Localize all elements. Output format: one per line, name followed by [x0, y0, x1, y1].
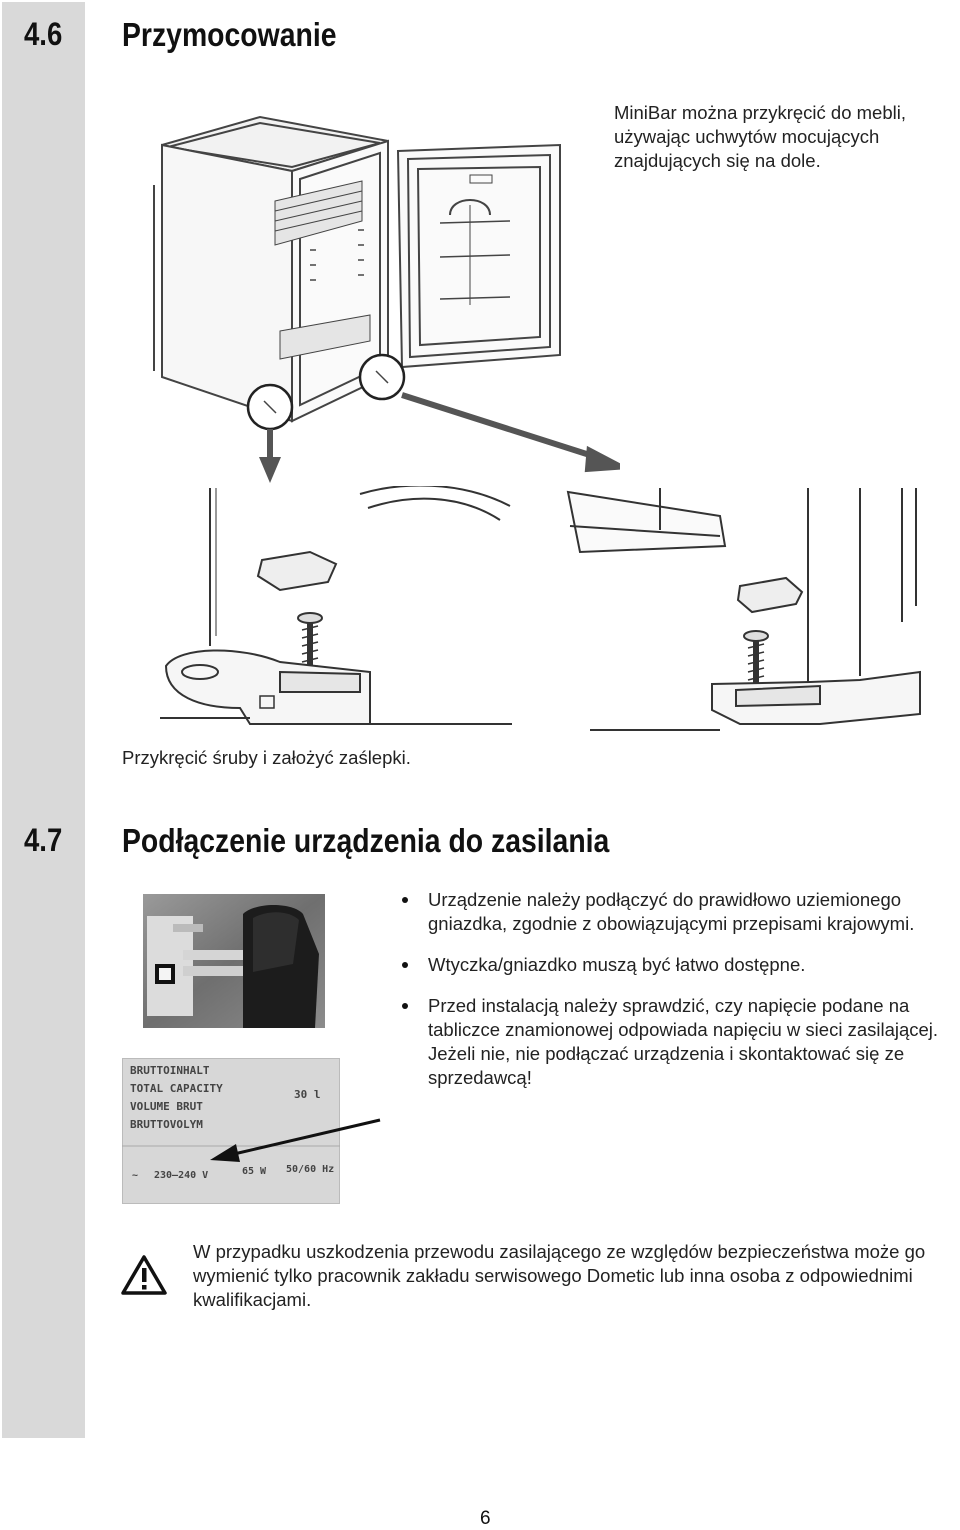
- section-number-4-7: 4.7: [24, 822, 63, 858]
- rating-plate-power: 65 W: [242, 1166, 267, 1177]
- page-number: 6: [480, 1508, 491, 1529]
- warning-text: W przypadku uszkodzenia przewodu zasilającego ze względów bezpieczeństwa może go wymienić tylko pracownik zakładu serwisowego Dometic lub inna osoba z odpowiednimi kwalifikacjami.: [193, 1241, 926, 1310]
- bullet-dot: [402, 1003, 408, 1009]
- sidebar-band: [2, 2, 85, 1438]
- fridge-illustration: [140, 105, 620, 485]
- rating-plate-line-1: BRUTTOINHALT: [130, 1064, 210, 1077]
- rating-plate-frequency: 50/60 Hz: [286, 1164, 335, 1175]
- list-item: [400, 994, 960, 1090]
- power-bullet-list: [400, 888, 960, 1107]
- section-title-4-7: Podłączenie urządzenia do zasilania: [122, 822, 610, 859]
- pointer-arrow: [206, 1112, 388, 1176]
- section-title-4-6: Przymocowanie: [122, 16, 337, 53]
- warning-triangle-icon: [120, 1254, 168, 1296]
- plug-socket-photo: [143, 894, 325, 1028]
- mount-text: MiniBar można przykręcić do mebli, używając uchwytów mocujących znajdujących się na dole.: [614, 102, 906, 171]
- screw-detail-illustration: [160, 486, 930, 736]
- rating-plate-line-3: VOLUME BRUT: [130, 1100, 203, 1113]
- rating-plate-voltage: 230—240 V: [154, 1170, 209, 1181]
- rating-plate-line-2: TOTAL CAPACITY: [130, 1082, 223, 1095]
- bullet-dot: [402, 962, 408, 968]
- bullet-text: Przed instalacją należy sprawdzić, czy napięcie podane na tabliczce znamionowej odpowiada napięciu w sieci zasilającej. Jeżeli nie, nie podłączać urządzenia i skontaktować się ze sprzedawcą!: [428, 995, 939, 1088]
- rating-plate-capacity: 30 l: [294, 1088, 321, 1101]
- screw-caption: Przykręcić śruby i założyć zaślepki.: [122, 747, 411, 768]
- list-item: [400, 888, 960, 936]
- rating-plate-line-4: BRUTTOVOLYM: [130, 1118, 203, 1131]
- bullet-dot: [402, 897, 408, 903]
- section-number-4-6: 4.6: [24, 16, 63, 52]
- bullet-text: Wtyczka/gniazdko muszą być łatwo dostępne.: [428, 954, 806, 975]
- list-item: [400, 953, 960, 977]
- svg-text:~: ~: [132, 1170, 139, 1181]
- bullet-text: Urządzenie należy podłączyć do prawidłowo uziemionego gniazdka, zgodnie z obowiązującymi przepisami krajowymi.: [428, 889, 915, 934]
